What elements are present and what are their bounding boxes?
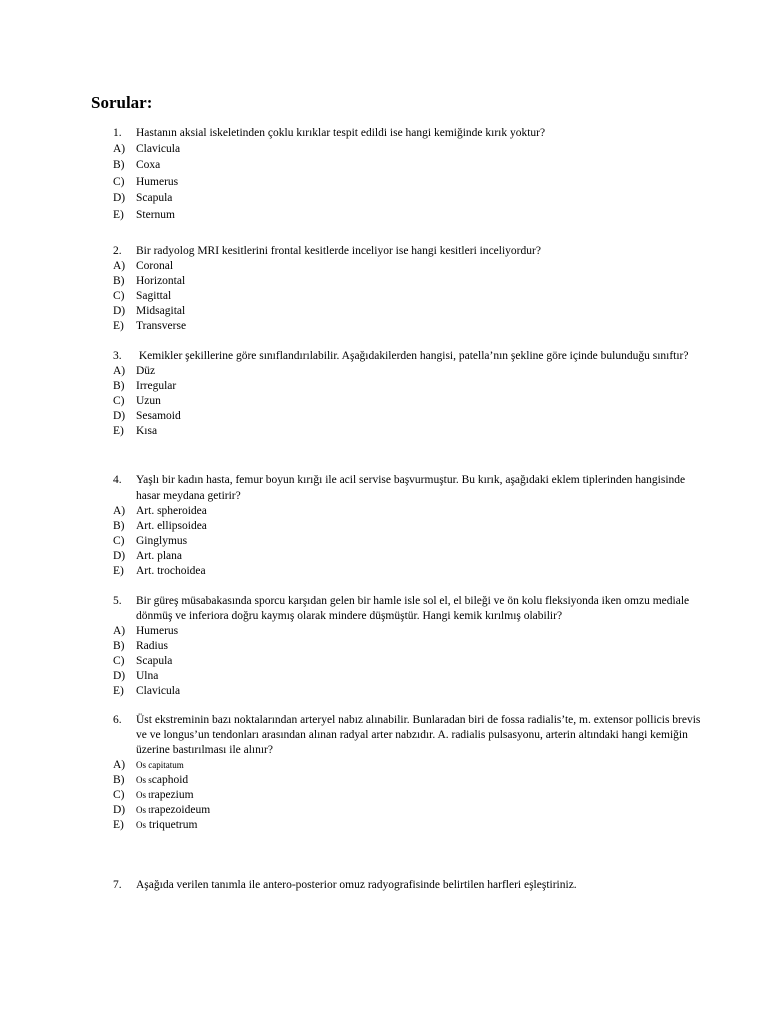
option-d: D) Os t rapezoideum bbox=[113, 804, 211, 816]
option-c: C) Scapula bbox=[113, 655, 173, 667]
question-number: 7. bbox=[113, 879, 122, 891]
question-text: Hastanın aksial iskeletinden çoklu kırıklar tespit edildi ise hangi kemiğinde kırık yoktur? bbox=[136, 127, 546, 139]
option-a: A) Humerus bbox=[113, 625, 179, 637]
page-title: Sorular: bbox=[91, 93, 153, 112]
option-a: A) Coronal bbox=[113, 260, 174, 272]
option-b: B) Irregular bbox=[113, 380, 177, 392]
option-d: D) Sesamoid bbox=[113, 410, 181, 422]
option-a: A) Art. spheroidea bbox=[113, 505, 207, 517]
option-e: E) Art. trochoidea bbox=[113, 565, 206, 577]
option-b: B) Art. ellipsoidea bbox=[113, 520, 207, 532]
option-b: B) Horizontal bbox=[113, 275, 186, 287]
question-text: Üst ekstreminin bazı noktalarından arteryel nabız alınabilir. Bunlaradan biri de fossa radialis’te, m. extensor pollicis brevis ve ve longus’un tendonları arasından alınan radyal arter nabzıdır. A. radialis pulsasyonu, arterin altındaki hangi kemiğin üzerine bastırılması ile alınır? bbox=[136, 714, 701, 756]
question-6 bbox=[113, 713, 703, 833]
option-d: D) Scapula bbox=[113, 192, 173, 204]
option-e: E) Clavicula bbox=[113, 685, 181, 697]
option-e: E) Kısa bbox=[113, 425, 158, 437]
question-text: Bir radyolog MRI kesitlerini frontal kesitlerde inceliyor ise hangi kesitleri inceliyordur? bbox=[136, 245, 541, 257]
option-d: D) Art. plana bbox=[113, 550, 182, 562]
option-b: B) Os s caphoid bbox=[113, 774, 189, 786]
option-d: D) Midsagital bbox=[113, 305, 186, 317]
question-7 bbox=[113, 878, 703, 893]
option-b: B) Radius bbox=[113, 640, 168, 652]
option-a: A) Clavicula bbox=[113, 143, 181, 155]
option-c: C) Ginglymus bbox=[113, 535, 188, 547]
question-4 bbox=[113, 472, 703, 579]
question-number: 4. bbox=[113, 474, 122, 486]
question-text: Yaşlı bir kadın hasta, femur boyun kırığı ile acil servise başvurmuştur. Bu kırık, aşağıdaki eklem tiplerinden hangisinde hasar meydana getirir? bbox=[136, 474, 686, 502]
question-text: Aşağıda verilen tanımla ile antero-posterior omuz radyografisinde belirtilen harfleri eşleştiriniz. bbox=[136, 879, 577, 891]
option-b: B) Coxa bbox=[113, 159, 161, 171]
question-2 bbox=[113, 244, 703, 334]
question-number: 5. bbox=[113, 595, 122, 607]
question-5 bbox=[113, 594, 703, 699]
question-1 bbox=[113, 126, 703, 223]
option-c: C) Uzun bbox=[113, 395, 161, 407]
question-number: 1. bbox=[113, 127, 122, 139]
option-e: E) Transverse bbox=[113, 320, 187, 332]
question-number: 2. bbox=[113, 245, 122, 257]
question-number: 6. bbox=[113, 714, 122, 726]
question-text: Kemikler şekillerine göre sınıflandırılabilir. Aşağıdakilerden hangisi, patella’nın şekline göre içinde bulunduğu sınıftır? bbox=[136, 350, 689, 362]
option-a: A) Düz bbox=[113, 365, 156, 377]
option-c: C) Os t rapezium bbox=[113, 789, 194, 801]
question-number: 3. bbox=[113, 350, 122, 362]
option-d: D) Ulna bbox=[113, 670, 159, 682]
option-c: C) Humerus bbox=[113, 176, 179, 188]
option-a: A) Os capitatum bbox=[113, 759, 184, 771]
option-e: E) Os triquetrum bbox=[113, 819, 198, 831]
question-3 bbox=[113, 349, 703, 439]
option-e: E) Sternum bbox=[113, 209, 175, 221]
question-text: Bir güreş müsabakasında sporcu karşıdan gelen bir hamle isle sol el, el bileği ve ön kolu fleksiyonda iken omzu mediale dönmüş ve inferiora doğru kaymış olarak mindere düşmüştür. Hangi kemik kırılmış olabilir? bbox=[136, 595, 690, 622]
option-c: C) Sagittal bbox=[113, 290, 172, 302]
